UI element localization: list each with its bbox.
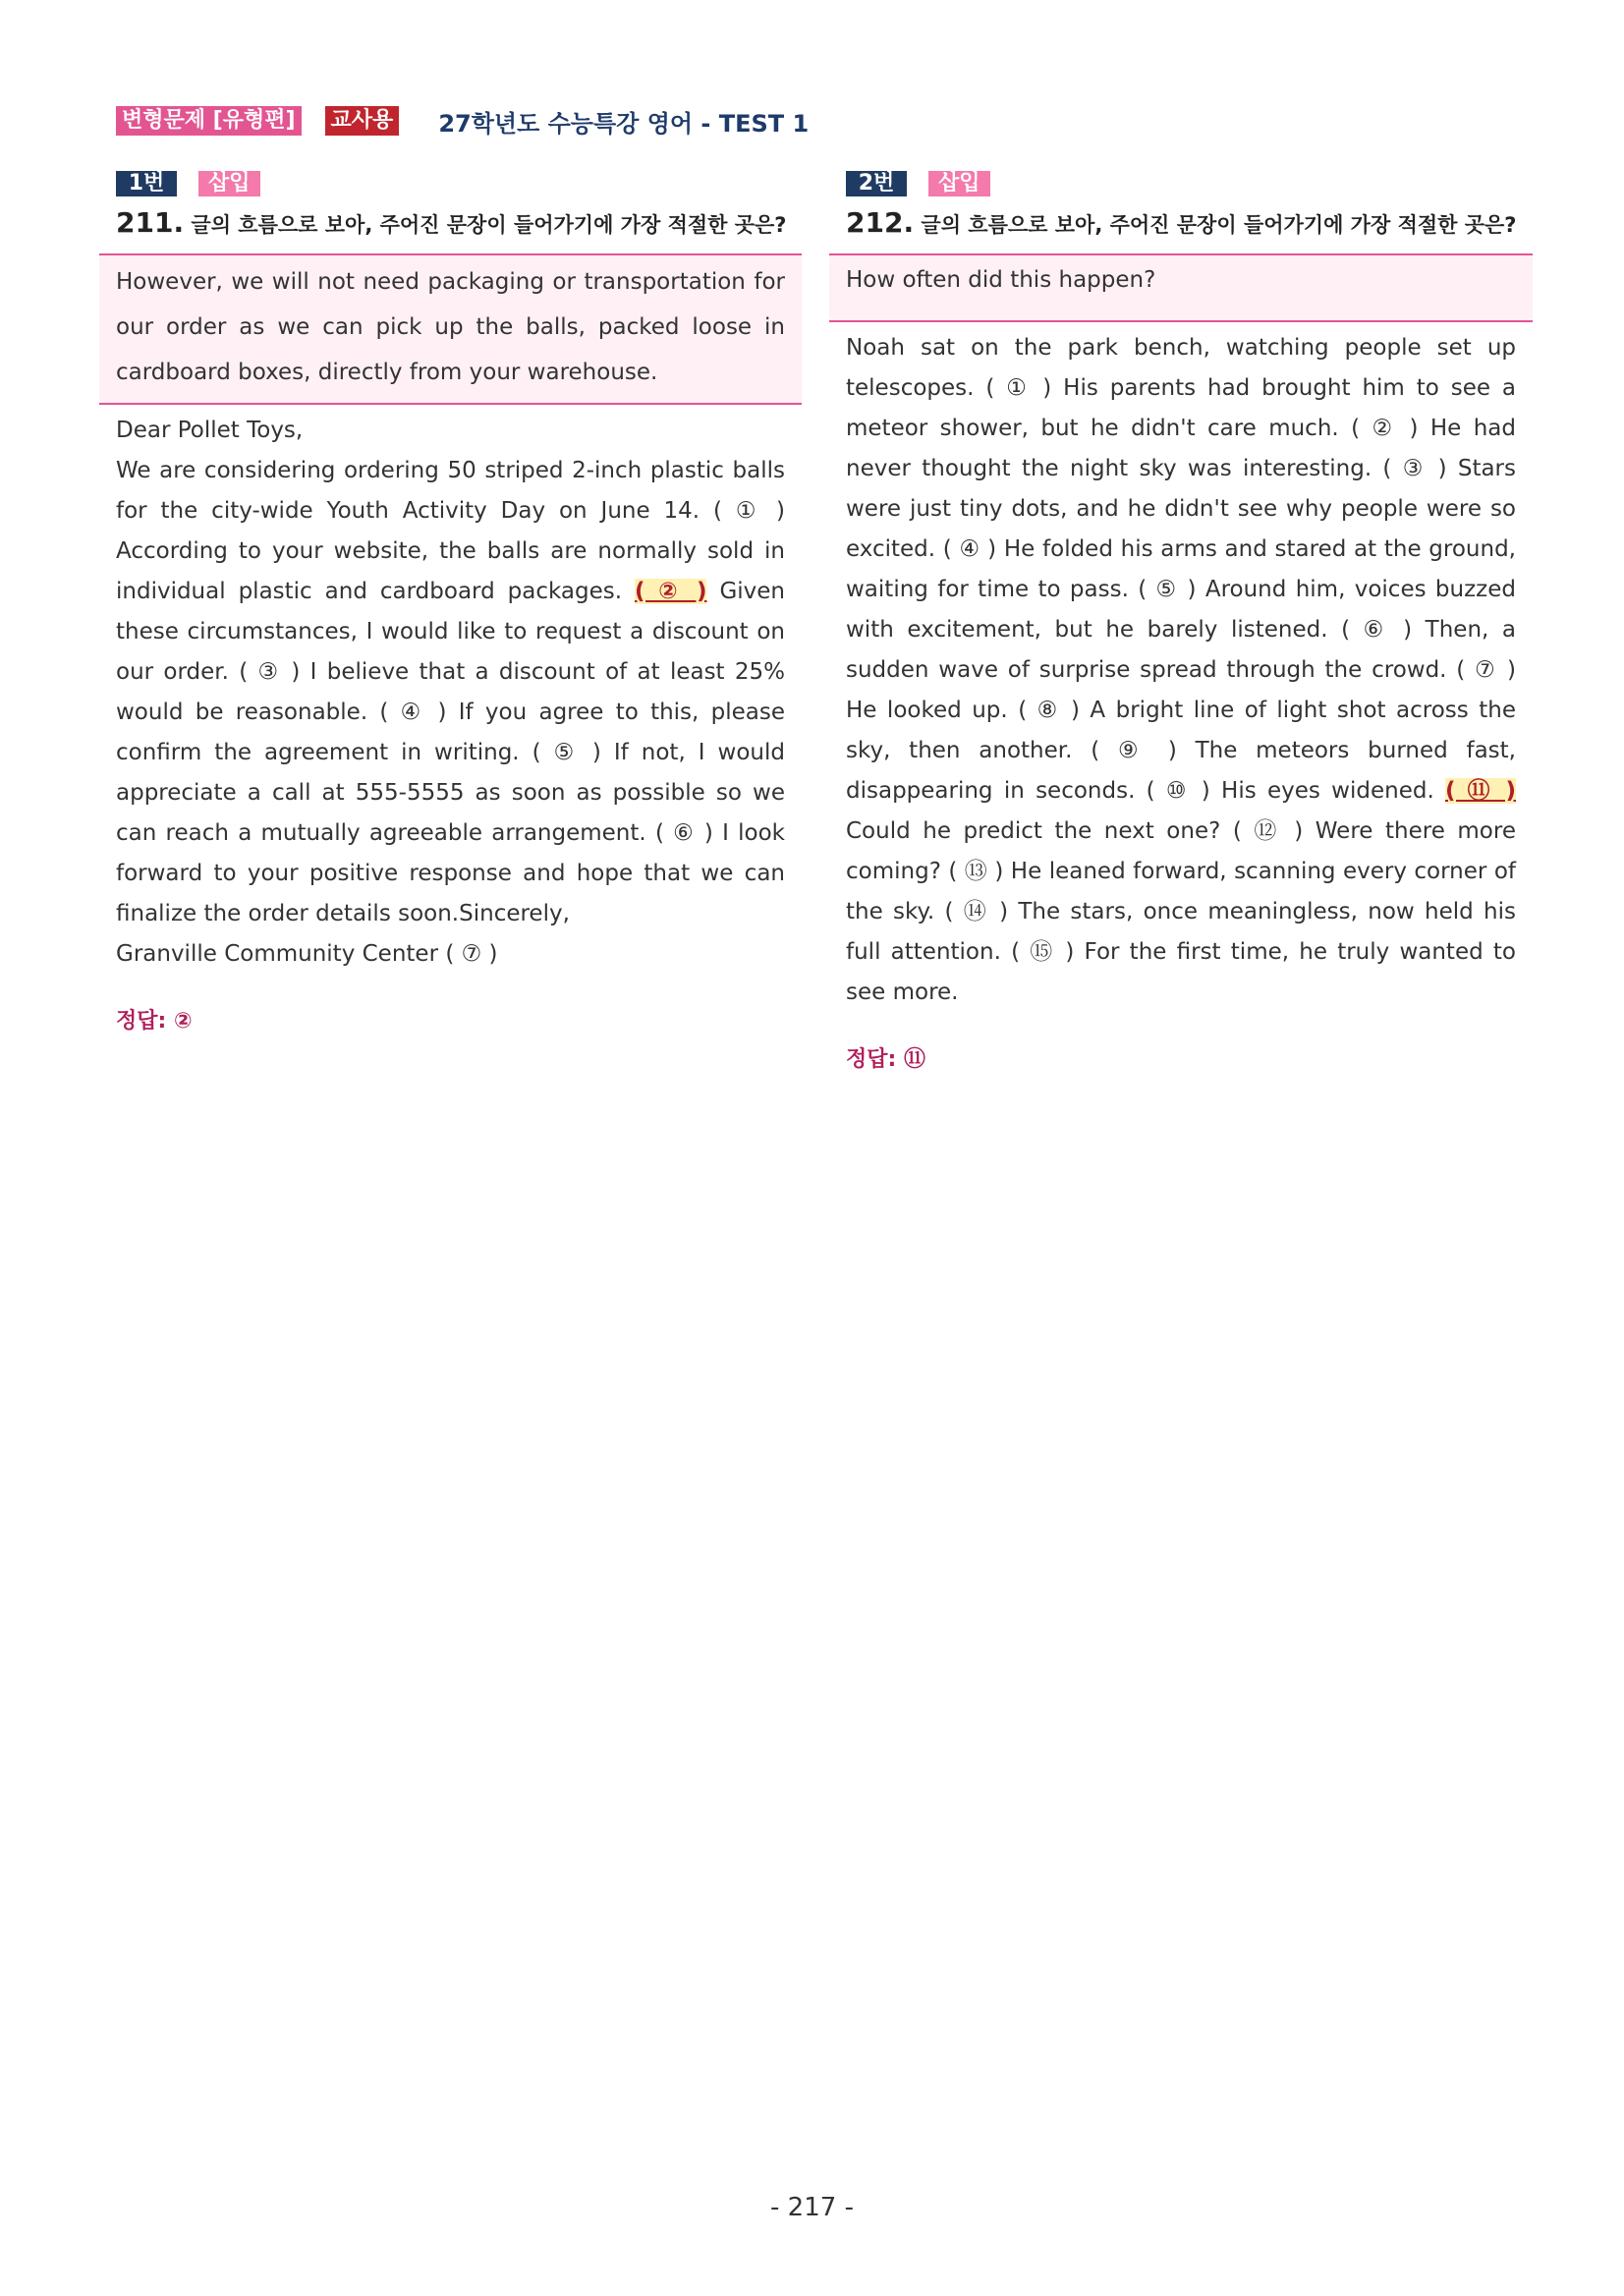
question-type-tag: 삽입 xyxy=(198,171,260,196)
page-title: 27학년도 수능특강 영어 - TEST 1 xyxy=(438,109,810,138)
letter-greeting: Dear Pollet Toys, xyxy=(116,418,304,443)
page-number: - 217 - xyxy=(770,2193,854,2222)
given-sentence-box xyxy=(829,253,1533,322)
question-number: 211. xyxy=(116,206,185,239)
passage-text-after: Given these circumstances, I would like to request a discount on our order. ( ③ ) I believe that a discount of at least 25% would be reasonable. ( ④ ) If you agree to this, please confirm the agreement in writing. ( ⑤ ) If not, I would appreciate a call at 555-5555 as soon as possible so we can reach a mutually agreeable arrangement. ( ⑥ ) I look forward to your positive response and hope that we can finalize the order details soon.Sincerely, xyxy=(116,579,785,926)
given-sentence: How often did this happen? xyxy=(846,267,1156,293)
given-sentence: However, we will not need packaging or transportation for our order as we can pick up the balls, packed loose in cardboard boxes, directly from your warehouse. xyxy=(116,269,785,385)
answer-position-highlight: ( ⑪ ) xyxy=(1445,778,1516,804)
answer-position-highlight: ( ② ) xyxy=(635,579,707,604)
question-212 xyxy=(829,171,1533,1073)
question-type-tag: 삽입 xyxy=(928,171,990,196)
question-text: 글의 흐름으로 보아, 주어진 문장이 들어가기에 가장 적절한 곳은? xyxy=(921,213,1517,237)
passage-text-before: Noah sat on the park bench, watching people set up telescopes. ( ① ) His parents had brought him to see a meteor shower, but he didn't care much. ( ② ) He had never thought the night sky was interesting. ( ③ ) Stars were just tiny dots, and he didn't see why people were so excited. ( ④ ) He folded his arms and stared at the ground, waiting for time to pass. ( ⑤ ) Around him, voices buzzed with excitement, but he barely listened. ( ⑥ ) Then, a sudden wave of surprise spread through the crowd. ( ⑦ ) He looked up. ( ⑧ ) A bright line of light shot across the sky, then another. ( ⑨ ) The meteors burned fast, disappearing in seconds. ( ⑩ ) His eyes widened. xyxy=(846,335,1516,804)
answer-key: 정답: ⑪ xyxy=(846,1047,925,1072)
passage xyxy=(829,322,1533,1013)
question-tags xyxy=(829,171,1533,196)
passage xyxy=(99,405,802,975)
passage-body xyxy=(846,328,1516,1013)
question-prompt xyxy=(99,204,802,244)
teacher-badge: 교사용 xyxy=(325,106,400,136)
passage-text-after: Could he predict the next one? ( ⑫ ) Were there more coming? ( ⑬ ) He leaned forward, scanning every corner of the sky. ( ⑭ ) The stars, once meaningless, now held his full attention. ( ⑮ ) For the first time, he truly wanted to see more. xyxy=(846,818,1516,1005)
question-number-tag: 2번 xyxy=(846,171,907,196)
question-211 xyxy=(99,171,802,1035)
question-prompt xyxy=(829,204,1533,244)
passage-body xyxy=(116,451,785,934)
question-tags xyxy=(99,171,802,196)
question-number: 212. xyxy=(846,206,915,239)
passage-text-before: We are considering ordering 50 striped 2-inch plastic balls for the city-wide Youth Activity Day on June 14. ( ① ) According to your website, the balls are normally sold in individual plastic and cardboard packages. xyxy=(116,458,785,604)
question-text: 글의 흐름으로 보아, 주어진 문장이 들어가기에 가장 적절한 곳은? xyxy=(191,213,787,237)
page-header xyxy=(116,104,809,138)
given-sentence-box xyxy=(99,253,802,405)
letter-closing: Granville Community Center ( ⑦ ) xyxy=(116,941,498,967)
question-number-tag: 1번 xyxy=(116,171,177,196)
category-badge: 변형문제 [유형편] xyxy=(116,106,302,136)
answer-key: 정답: ② xyxy=(116,1009,193,1034)
